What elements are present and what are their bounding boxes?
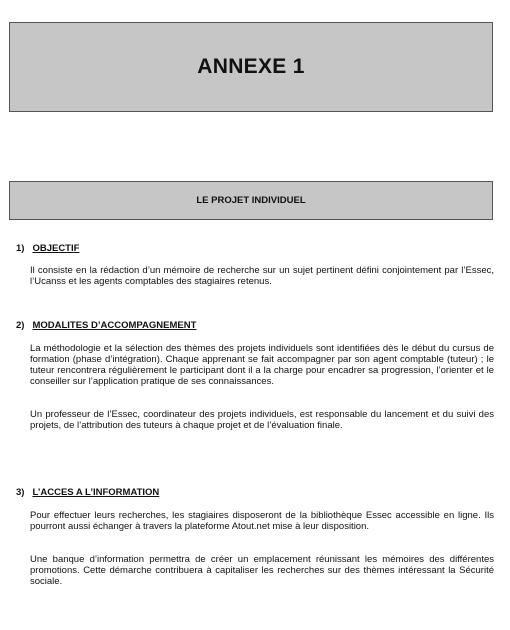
section-title: OBJECTIF [32,243,80,254]
paragraph-modalites-2: Un professeur de l’Essec, coordinateur des projets individuels, est responsable du lancement et du suivi des projets, de l’attribution des tuteurs à chaque projet et de l’évaluation finale. [30,409,494,431]
section-heading-modalites [16,320,196,331]
banner-title: LE PROJET INDIVIDUEL [196,195,306,206]
section-title: MODALITES D’ACCOMPAGNEMENT [32,320,197,331]
section-heading-objectif [16,243,79,254]
section-number: 2) [16,320,25,331]
project-banner [9,181,493,220]
paragraph-acces-1: Pour effectuer leurs recherches, les stagiaires disposeront de la bibliothèque Essec accessible en ligne. Ils pourront aussi échanger à travers la plateforme Atout.net mise à leur disposition. [30,510,494,532]
annex-title: ANNEXE 1 [197,55,305,78]
paragraph-objectif: Il consiste en la rédaction d’un mémoire de recherche sur un sujet pertinent défini conjointement par l’Essec, l’Ucanss et les agents comptables des stagiaires retenus. [30,265,494,287]
section-heading-acces [16,487,159,498]
section-number: 1) [16,243,25,254]
paragraph-acces-2: Une banque d’information permettra de créer un emplacement réunissant les mémoires des différentes promotions. Cette démarche contribuera à capitaliser les recherches sur des thèmes intéressant la Sécurité sociale. [30,554,494,587]
annex-header-box [9,22,493,112]
section-title: L’ACCES A L’INFORMATION [32,487,160,498]
paragraph-modalites-1: La méthodologie et la sélection des thèmes des projets individuels sont identifiées dès le début du cursus de formation (phase d’intégration). Chaque apprenant se fait accompagner par son agent comptable (tuteur) ; le tuteur rencontrera régulièrement le participant dont il a la charge pour encadrer sa progression, l’orienter et le conseiller sur l’application pratique de ses connaissances. [30,343,494,387]
section-number: 3) [16,487,25,498]
